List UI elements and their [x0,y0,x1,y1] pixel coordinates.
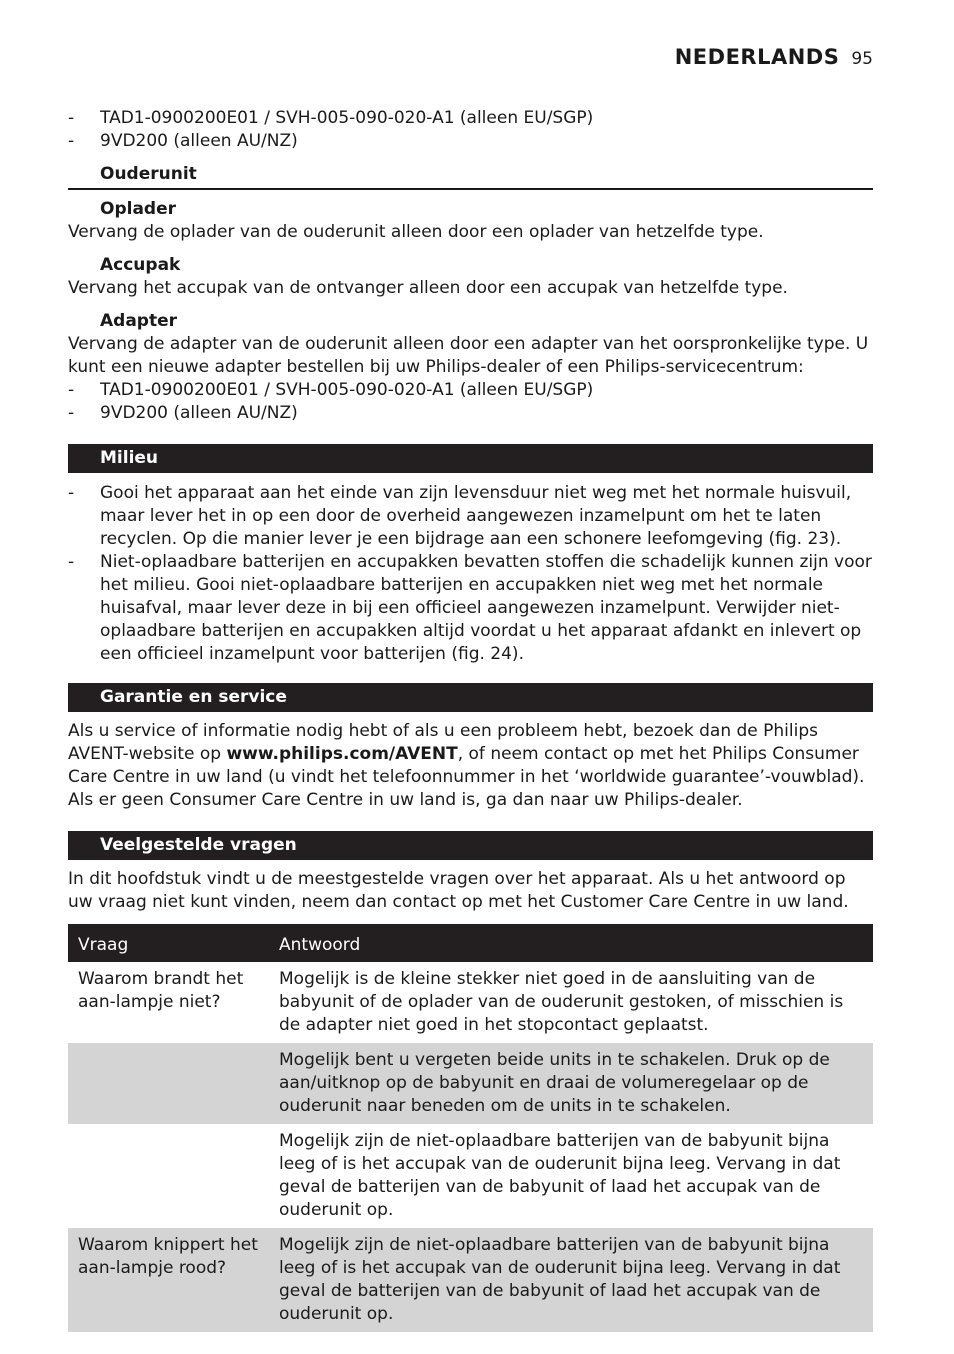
milieu-list [68,482,873,666]
question-cell: Waarom knippert het aan-lampje rood? [68,1228,269,1332]
table-row [68,1043,873,1124]
answer-cell: Mogelijk zijn de niet-oplaadbare batterijen van de babyunit bijna leeg of is het accupak van de ouderunit bijna leeg. Vervang in dat geval de batterijen van de babyunit of laad het accupak van de ouderunit op. [279,1131,841,1220]
adapter-text: Vervang de adapter van de ouderunit alleen door een adapter van het oorspronkelijke type. U kunt een nieuwe adapter bestellen bij uw Philips-dealer of een Philips-servicecentrum: [68,334,869,377]
milieu-heading: Milieu [68,444,873,473]
philips-link[interactable]: www.philips.com/AVENT [226,744,458,764]
table-row [68,1124,873,1228]
accupak-heading: Accupak [100,255,181,275]
answer-cell: Mogelijk is de kleine stekker niet goed in de aansluiting van de babyunit of de oplader van de ouderunit gestoken, of misschien is de adapter niet goed in het stopcontact geplaatst. [279,969,844,1035]
question-cell: Waarom brandt het aan-lampje niet? [78,969,244,1012]
garantie-text-after: , of neem contact op met het Philips Consumer Care Centre in uw land (u vindt het telefoonnummer in het ‘worldwide guarantee’-vouwblad). Als er geen Consumer Care Centre in uw land is, ga dan naar uw Philips-dealer. [68,744,865,810]
table-row [68,962,873,1043]
faq-intro: In dit hoofdstuk vindt u de meestgestelde vragen over het apparaat. Als u het antwoord op uw vraag niet kunt vinden, neem dan contact op met het Customer Care Centre in uw land. [68,869,849,912]
list-item: - TAD1-0900200E01 / SVH-005-090-020-A1 (alleen EU/SGP) [68,379,873,402]
garantie-text-before: Als u service of informatie nodig hebt of als u een probleem hebt, bezoek dan de Philips AVENT-website op [68,721,818,764]
garantie-text [68,720,873,812]
top-list [68,107,873,153]
list-item: - Niet-oplaadbare batterijen en accupakken bevatten stoffen die schadelijk kunnen zijn voor het milieu. Gooi niet-oplaadbare batterijen en accupakken niet weg met het normale huisafval, maar lever deze in bij een officieel aangewezen inzamelpunt. Verwijder niet-oplaadbare batterijen en accupakken altijd voordat u het apparaat afdankt en inlevert op een officieel inzamelpunt voor batterijen (fig. 24). [68,551,873,666]
column-header-question: Vraag [68,924,269,962]
question-cell [68,1124,269,1228]
list-item: - Gooi het apparaat aan het einde van zijn levensduur niet weg met het normale huisvuil, maar lever het in op een door de overheid aangewezen inzamelpunt om het te laten recyclen. Op die manier lever je een bijdrage aan een schonere leefomgeving (fig. 23). [68,482,873,551]
page-number: 95 [851,49,873,69]
adapter-heading: Adapter [100,311,178,331]
faq-heading: Veelgestelde vragen [68,831,873,860]
oplader-text: Vervang de oplader van de ouderunit alleen door een oplader van hetzelfde type. [68,222,764,242]
answer-cell: Mogelijk zijn de niet-oplaadbare batterijen van de babyunit bijna leeg of is het accupak van de ouderunit bijna leeg. Vervang in dat geval de batterijen van de babyunit of laad het accupak van de ouderunit op. [269,1228,873,1332]
garantie-heading: Garantie en service [68,683,873,712]
page-header [675,46,873,71]
list-item: - 9VD200 (alleen AU/NZ) [68,130,873,153]
table-row [68,1228,873,1332]
accupak-text: Vervang het accupak van de ontvanger alleen door een accupak van hetzelfde type. [68,278,788,298]
adapter-list [68,379,873,425]
oplader-heading: Oplader [100,199,177,219]
question-cell [68,1043,269,1124]
language-label: NEDERLANDS [674,45,840,69]
ouderunit-section [68,163,873,425]
answer-cell: Mogelijk bent u vergeten beide units in te schakelen. Druk op de aan/uitknop op de babyunit en draai de volumeregelaar op de ouderunit naar beneden om de units in te schakelen. [269,1043,873,1124]
list-item: - TAD1-0900200E01 / SVH-005-090-020-A1 (alleen EU/SGP) [68,107,873,130]
ouderunit-heading: Ouderunit [68,163,873,190]
column-header-answer: Antwoord [269,924,873,962]
faq-table [68,924,873,1332]
list-item: - 9VD200 (alleen AU/NZ) [68,402,873,425]
faq-table-header [68,924,873,962]
